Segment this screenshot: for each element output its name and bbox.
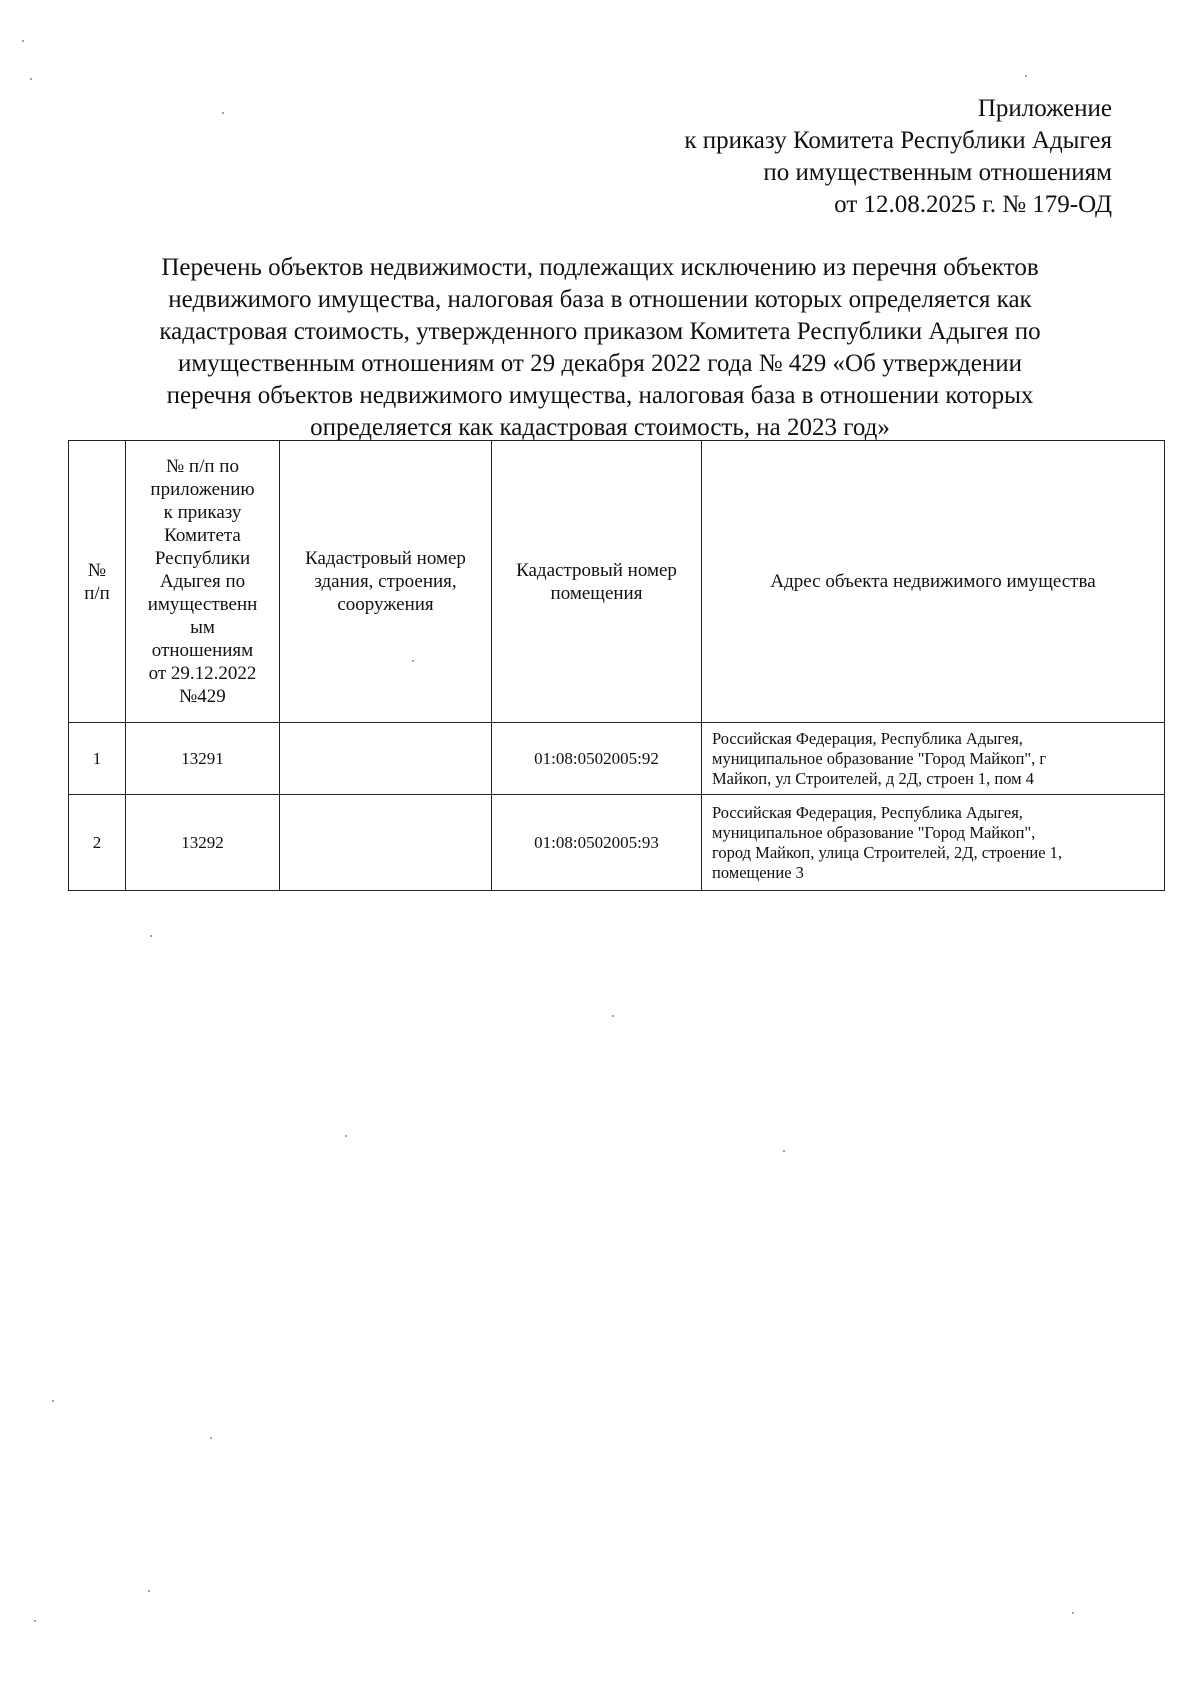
scan-speck — [148, 1590, 150, 1592]
title-line: определяется как кадастровая стоимость, на 2023 год» — [310, 414, 890, 441]
cell-building — [280, 723, 492, 795]
appendix-header — [412, 93, 1112, 221]
appendix-committee: по имущественным отношениям — [763, 159, 1112, 186]
appendix-date-number: от 12.08.2025 г. № 179-ОД — [834, 191, 1112, 218]
scan-speck — [783, 1150, 785, 1152]
cell-room: 01:08:0502005:93 — [492, 795, 702, 891]
scan-speck — [52, 1400, 54, 1402]
cell-num: 1 — [69, 723, 126, 795]
scan-speck — [412, 660, 414, 662]
table-row — [69, 795, 1165, 891]
cell-ref: 13292 — [126, 795, 280, 891]
cell-room: 01:08:0502005:92 — [492, 723, 702, 795]
scan-speck — [1025, 75, 1027, 77]
objects-table — [68, 440, 1165, 891]
cell-address: Российская Федерация, Республика Адыгея, муниципальное образование "Город Майкоп", город Майкоп, улица Строителей, 2Д, строение 1, помещение 3 — [702, 795, 1165, 891]
scan-speck — [30, 78, 32, 80]
scan-speck — [22, 40, 24, 42]
scan-speck — [34, 1620, 36, 1622]
cell-ref: 13291 — [126, 723, 280, 795]
title-line: кадастровая стоимость, утвержденного приказом Комитета Республики Адыгея по — [159, 318, 1041, 345]
scan-speck — [222, 112, 224, 114]
cell-address: Российская Федерация, Республика Адыгея, муниципальное образование "Город Майкоп", г Майкоп, ул Строителей, д 2Д, строен 1, пом 4 — [702, 723, 1165, 795]
scan-speck — [210, 1437, 212, 1439]
cell-num: 2 — [69, 795, 126, 891]
title-line: имущественным отношениям от 29 декабря 2022 года № 429 «Об утверждении — [178, 350, 1022, 377]
title-line: перечня объектов недвижимого имущества, налоговая база в отношении которых — [166, 382, 1034, 409]
table-row — [69, 723, 1165, 795]
title-line: Перечень объектов недвижимости, подлежащих исключению из перечня объектов — [161, 254, 1039, 281]
appendix-order-ref: к приказу Комитета Республики Адыгея — [684, 127, 1112, 154]
scan-speck — [1072, 1612, 1074, 1614]
scan-speck — [345, 1135, 347, 1137]
header-room-cadastral: Кадастровый номер помещения — [492, 441, 702, 723]
document-title — [100, 252, 1100, 444]
header-address: Адрес объекта недвижимого имущества — [702, 441, 1165, 723]
cell-building — [280, 795, 492, 891]
scan-speck — [612, 1015, 614, 1017]
title-line: недвижимого имущества, налоговая база в отношении которых определяется как — [168, 286, 1032, 313]
table-header-row — [69, 441, 1165, 723]
header-building-cadastral: Кадастровый номер здания, строения, сооружения — [280, 441, 492, 723]
appendix-title: Приложение — [977, 95, 1112, 122]
scan-speck — [150, 935, 152, 937]
header-ref-number: № п/п по приложению к приказу Комитета Республики Адыгея по имущественн ым отношениям от 29.12.2022 №429 — [126, 441, 280, 723]
header-num: № п/п — [69, 441, 126, 723]
